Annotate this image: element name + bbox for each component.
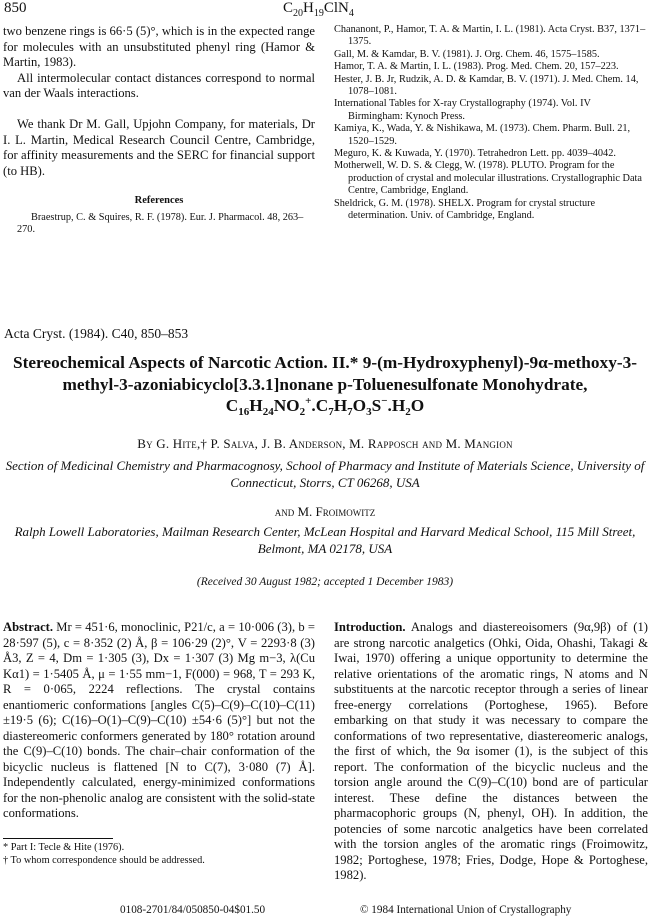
received-dates: (Received 30 August 1982; accepted 1 December 1983) [196,576,454,588]
acknowledgement: We thank Dr M. Gall, Upjohn Company, for materials, Dr I. L. Martin, Medical Research Council Centre, Cambridge, for affinity measurements and the SERC for financial support (to HB). [3,116,315,178]
reference-item: Hester, J. B. Jr, Rudzik, A. D. & Kamdar, B. V. (1971). J. Med. Chem. 14, 1078–1081. [334,73,639,98]
author-list: By G. Hite,† P. Salva, J. B. Anderson, M. Rapposch and M. Mangion [137,436,513,451]
footnote: * Part I: Tecle & Hite (1976). [3,842,125,853]
reference-item: International Tables for X-ray Crystallography (1974). Vol. IV Birmingham: Kynoch Press. [334,98,591,122]
abstract-text: Mr = 451·6, monoclinic, P21/c, a = 10·006 (3), b = 28·597 (5), c = 8·352 (2) Å, β = 106·29 (2)°, V = 2293·8 (3) Å3, Z = 4, Dm = 1·305 (3), Dx = 1·307 (3) Mg m−3, λ(Cu Kα1) = 1·5405 Å, μ = 1·55 mm−1, F(000) = 968, T = 293 K, R = 0·065, 2224 reflections. The crystal contains enantiomeric conformations [angles C(5)–C(9)–C(10)–C(11) ±19·5 (6); C(16)–O(1)–C(9)–C(10) ±54·6 (5)°] but not the diastereomeric conformers generated by 180° rotation around the C(9)–C(10) bonds. The chair–chair conformation of the bicyclic nucleus is flattened [N to C(7), 3·080 (7) Å]. Independently calculated, energy-minimized conformations for the non-phenolic analog are consistent with the solid-state conformations. [3,620,315,820]
reference-item: Hamor, T. A. & Martin, I. L. (1983). Prog. Med. Chem. 20, 157–223. [334,61,619,73]
article-title: Stereochemical Aspects of Narcotic Action. II.* 9-(m-Hydroxyphenyl)-9α-methoxy-3-methyl-3-azoniabicyclo[3.3.1]nonane p-Toluenesulfonate Monohydrate, [13,353,637,394]
reference-item: Braestrup, C. & Squires, R. F. (1978). Eur. J. Pharmacol. 48, 263–270. [17,211,304,236]
issn-code: 0108-2701/84/050850-04$01.50 [120,904,266,916]
author-list: and M. Froimowitz [274,504,376,519]
chemical-formula: $C_{16}H_{24}NO_2^+.C_7H_7O_3S^-.H_2O$ [225,395,425,419]
page-number: 850 [4,0,27,16]
copyright: © 1984 International Union of Crystallography [360,904,572,916]
reference-item: Gall, M. & Kamdar, B. V. (1981). J. Org. Chem. 46, 1575–1585. [334,48,600,60]
introduction [334,620,648,884]
references-heading: References [134,195,184,207]
reference-item: Kamiya, K., Wada, Y. & Nishikawa, M. (1973). Chem. Pharm. Bull. 21, 1520–1529. [334,123,631,147]
footnote: † To whom correspondence should be addressed. [3,854,205,866]
footnote-divider [3,838,113,839]
reference-item: Meguro, K. & Kuwada, Y. (1970). Tetrahedron Lett. pp. 4039–4042. [334,148,616,160]
introduction-text: Analogs and diastereoisomers (9α,9β) of (1) are strong narcotic analgetics (Ohki, Oida, Ohashi, Takagi & Iwai, 1970) offering a unique opportunity to determine the relative orientations of the aromatic rings, N atoms and N substituents at the narcotic receptor through a series of linear free-energy correlations (Portoghese, 1965). Before embarking on that study it was necessary to compare the conformations of two representative, diastereomeric analogs, the first of which, the 9α isomer (1), is the subject of this report. The conformation of the bicyclic nucleus and the torsion angle around the C(9)–C(10) bond are of particular interest. These define the distances between the pharmacophoric groups (N, phenyl, OH). In addition, the potencies of some narcotic analgetics have been correlated with the torsion angles of the aromatic rings (Froimowitz, 1982; Portoghese, 1978; Fries, Dodge, Hope & Portoghese, 1982). [334,620,648,882]
reference-item: Sheldrick, G. M. (1978). SHELX. Program for crystal structure determination. Univ. of Cambridge, England. [334,197,596,222]
abstract-label: Abstract. [3,620,54,634]
journal-citation: Acta Cryst. (1984). C40, 850–853 [4,326,189,341]
introduction-label: Introduction. [334,620,406,634]
reference-item: Motherwell, W. D. S. & Clegg, W. (1978). PLUTO. Program for the production of crystal and molecular illustrations. Crystallographic Data Centre, Cambridge, England. [334,160,642,197]
reference-list-right [334,24,648,223]
affiliation: Section of Medicinal Chemistry and Pharmacognosy, School of Pharmacy and Institute of Materials Science, University of Connecticut, Storrs, CT 06268, USA [5,458,645,490]
footnotes [3,842,205,867]
running-head: $C_{20}H_{19}ClN_4$ [283,0,354,19]
abstract [3,620,315,822]
affiliation: Ralph Lowell Laboratories, Mailman Research Center, McLean Hospital and Harvard Medical School, 115 Mill Street, Belmont, MA 02178, USA [14,524,636,556]
reference-list-left [3,212,315,237]
previous-article-ending [3,24,315,237]
reference-item: Chananont, P., Hamor, T. A. & Martin, I. L. (1981). Acta Cryst. B37, 1371–1375. [334,24,646,48]
paragraph: two benzene rings is 66·5 (5)°, which is in the expected range for molecules with an unsubstituted phenyl ring (Hamor & Martin, 1983). [3,24,315,70]
paragraph: All intermolecular contact distances correspond to normal van der Waals interactions. [3,70,315,101]
